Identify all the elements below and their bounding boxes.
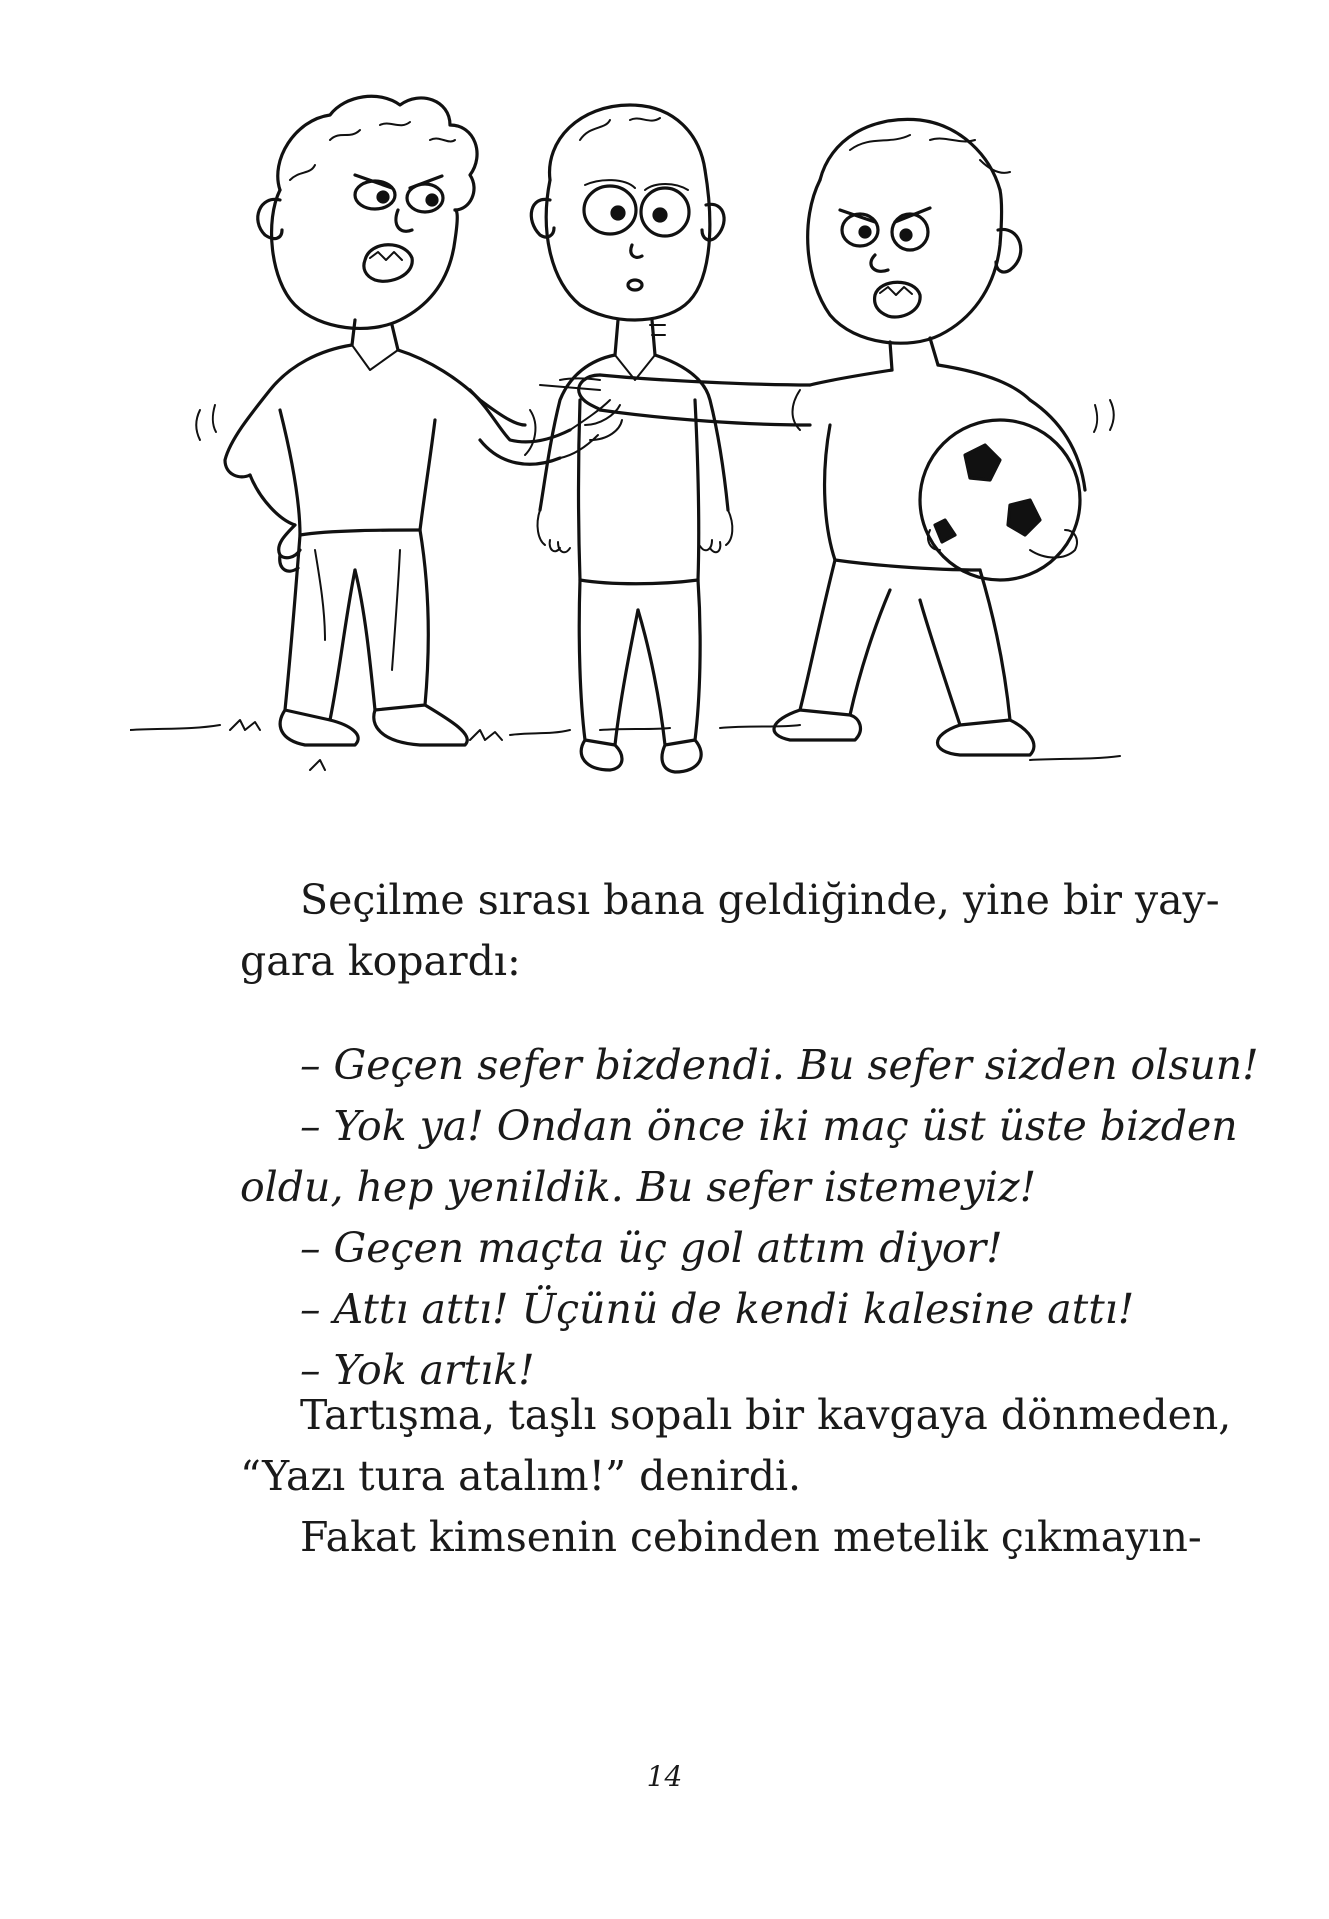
ground-grass bbox=[130, 720, 1120, 770]
paragraph-2 bbox=[240, 1385, 1232, 1568]
page-number: 14 bbox=[646, 1760, 683, 1793]
paragraph-1-line-2: gara kopardı: bbox=[240, 937, 521, 985]
left-boy-figure bbox=[196, 96, 622, 745]
dialogue-block bbox=[240, 1035, 1259, 1401]
middle-boy-figure bbox=[531, 105, 732, 772]
paragraph-2-line-2: “Yazı tura atalım!” denirdi. bbox=[240, 1452, 802, 1500]
dialogue-line-3: – Geçen maçta üç gol attım diyor! bbox=[300, 1224, 1003, 1272]
paragraph-2-line-1: Tartışma, taşlı sopalı bir kavgaya dönmeden, bbox=[300, 1391, 1232, 1439]
dialogue-line-5: – Yok artık! bbox=[300, 1346, 535, 1394]
dialogue-line-2b: oldu, hep yenildik. Bu sefer istemeyiz! bbox=[240, 1163, 1037, 1211]
paragraph-1-line-1: Seçilme sırası bana geldiğinde, yine bir yay- bbox=[300, 876, 1220, 924]
paragraph-3-line-1: Fakat kimsenin cebinden metelik çıkmayın- bbox=[300, 1513, 1202, 1561]
dialogue-line-1: – Geçen sefer bizdendi. Bu sefer sizden olsun! bbox=[300, 1041, 1259, 1089]
dialogue-line-4: – Attı attı! Üçünü de kendi kalesine attı! bbox=[300, 1285, 1135, 1333]
paragraph-1 bbox=[240, 870, 1220, 992]
dialogue-line-2a: – Yok ya! Ondan önce iki maç üst üste bizden bbox=[300, 1102, 1238, 1150]
three-boys-illustration bbox=[130, 80, 1220, 800]
